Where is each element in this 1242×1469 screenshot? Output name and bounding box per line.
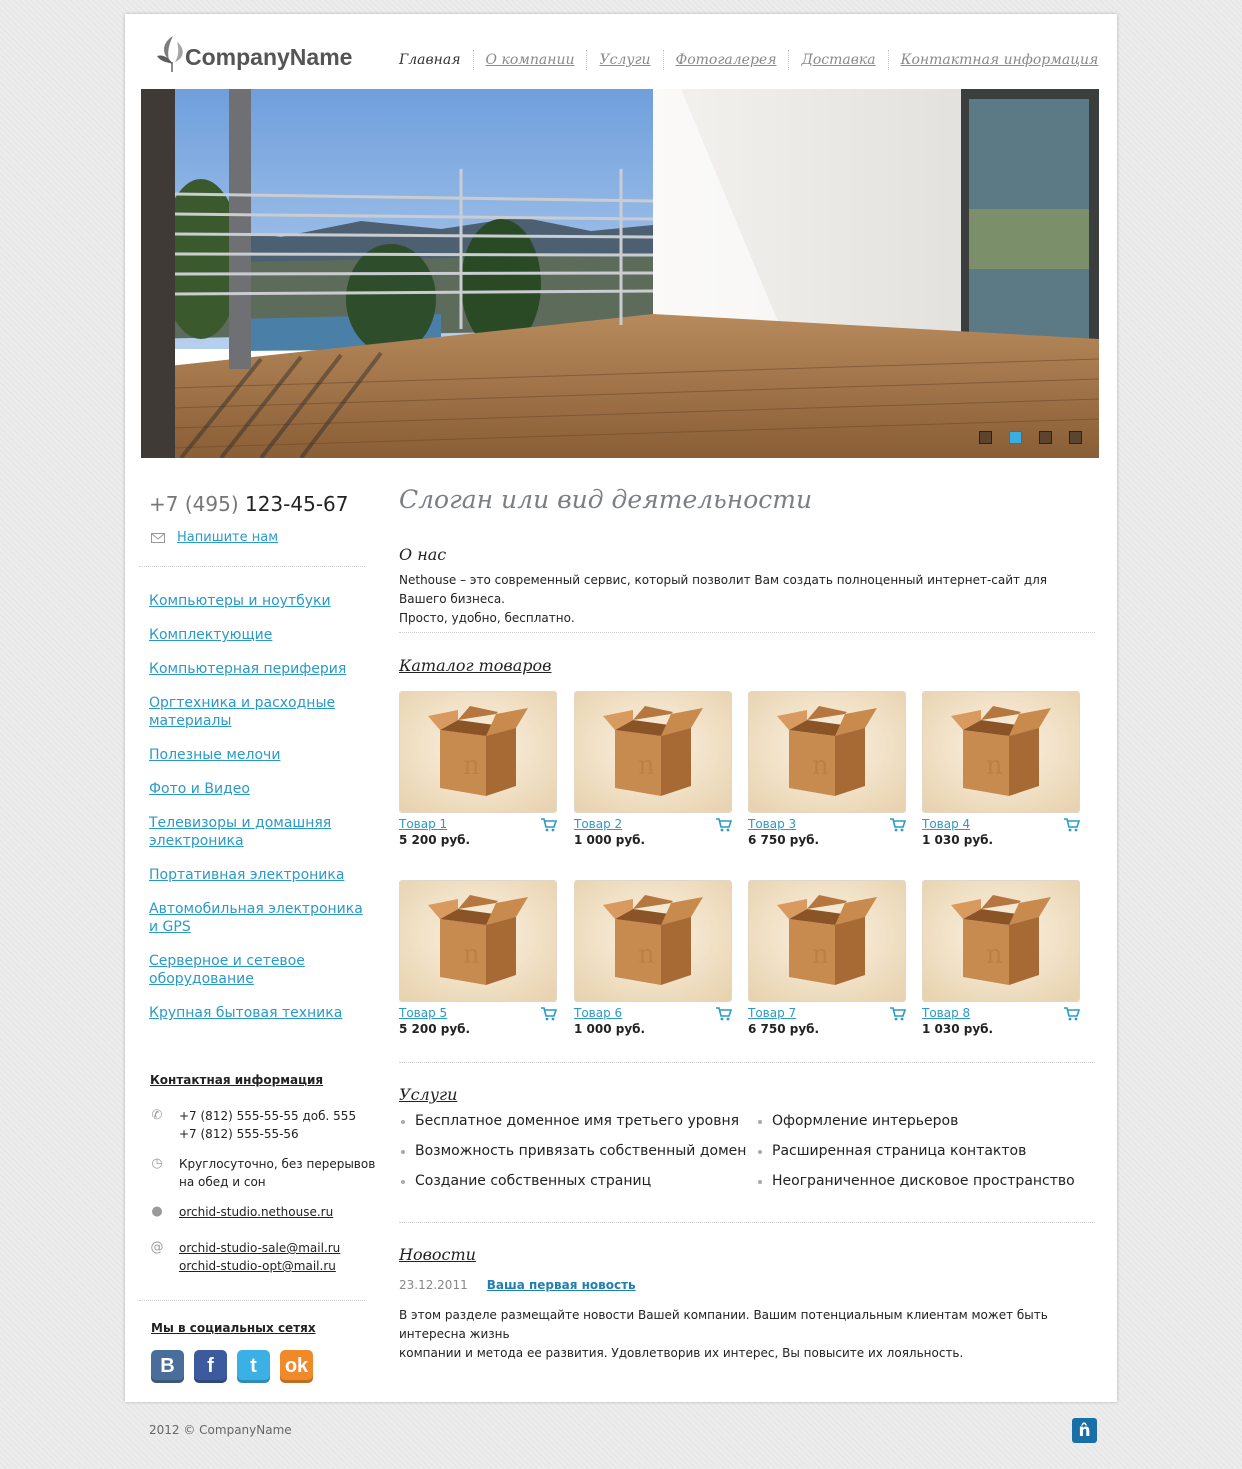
hero-image (141, 89, 1099, 458)
cart-icon[interactable] (890, 1006, 906, 1020)
service-item: Расширенная страница контактов (756, 1142, 1086, 1161)
product-price: 6 750 руб. (748, 1022, 820, 1036)
leaf-logo-icon (155, 32, 189, 72)
section-divider (399, 1222, 1095, 1223)
cart-icon[interactable] (541, 1006, 557, 1020)
nav-services[interactable]: Услуги (587, 50, 663, 70)
phone-prefix: +7 (495) (149, 492, 239, 516)
category-photo-video[interactable]: Фото и Видео (149, 781, 250, 797)
category-portable[interactable]: Портативная электроника (149, 867, 345, 883)
top-navigation (387, 50, 1110, 70)
news-title[interactable]: Новости (399, 1245, 476, 1264)
product-price: 5 200 руб. (399, 1022, 471, 1036)
about-text (399, 571, 1079, 628)
product-image[interactable] (574, 880, 732, 1002)
svg-text:n: n (638, 940, 655, 970)
contact-hours (149, 1155, 375, 1191)
product-price: 6 750 руб. (748, 833, 820, 847)
svg-text:n: n (812, 940, 829, 970)
site-link[interactable]: orchid-studio.nethouse.ru (179, 1205, 334, 1219)
envelope-icon (151, 528, 165, 547)
product-title-row (748, 1005, 906, 1021)
section-divider (399, 632, 1095, 633)
logo[interactable] (155, 28, 352, 72)
product-title-row (574, 1005, 732, 1021)
nav-delivery[interactable]: Доставка (789, 50, 888, 70)
slide-dot-2[interactable] (1009, 431, 1022, 444)
hours-line-2: на обед и сон (179, 1175, 266, 1189)
nethouse-logo-icon[interactable]: n̂ (1072, 1418, 1097, 1443)
services-title[interactable]: Услуги (399, 1085, 458, 1104)
product-name-link[interactable]: Товар 6 (574, 1006, 623, 1020)
services-list (399, 1112, 1099, 1191)
product-price: 1 000 руб. (574, 1022, 646, 1036)
product-price: 5 200 руб. (399, 833, 471, 847)
product-image[interactable] (922, 880, 1080, 1002)
product-title-row (399, 1005, 557, 1021)
globe-icon: ● (151, 1204, 163, 1219)
sidebar-divider-2 (139, 1300, 365, 1301)
about-title: О нас (399, 545, 447, 564)
contact-info-title: Контактная информация (150, 1073, 324, 1087)
slide-dot-4[interactable] (1069, 431, 1082, 444)
odnoklassniki-icon[interactable]: ok (280, 1350, 313, 1383)
product-name-link[interactable]: Товар 5 (399, 1006, 448, 1020)
product-name-link[interactable]: Товар 1 (399, 817, 448, 831)
about-text-line-1: Nethouse – это современный сервис, который позволит Вам создать полноценный интернет-сайт для Вашего бизнеса. (399, 573, 1048, 606)
news-item-header (399, 1278, 636, 1292)
facebook-icon[interactable]: f (194, 1350, 227, 1383)
cart-icon[interactable] (890, 817, 906, 831)
slogan: Слоган или вид деятельности (399, 485, 813, 514)
phone-number: 123-45-67 (244, 492, 349, 516)
product-title-row (399, 816, 557, 832)
news-text-line-2: компании и метода ее развития. Удовлетворив их интерес, Вы повысите их лояльность. (399, 1346, 964, 1360)
contact-site (149, 1203, 333, 1221)
main-phone (149, 492, 349, 516)
slide-dot-3[interactable] (1039, 431, 1052, 444)
contact-emails (149, 1239, 340, 1275)
product-name-link[interactable]: Товар 8 (922, 1006, 971, 1020)
product-title-row (748, 816, 906, 832)
cart-icon[interactable] (541, 817, 557, 831)
product-title-row (574, 816, 732, 832)
category-peripherals[interactable]: Компьютерная периферия (149, 661, 347, 677)
product-card (399, 691, 557, 847)
service-item: Неограниченное дисковое пространство (756, 1172, 1086, 1191)
at-icon: @ (150, 1240, 164, 1255)
page-container (125, 14, 1117, 1402)
clock-icon: ◷ (151, 1156, 163, 1171)
hero-slideshow (141, 89, 1099, 458)
service-item: Бесплатное доменное имя третьего уровня (399, 1112, 756, 1131)
svg-text:n: n (986, 940, 1003, 970)
category-server-network[interactable]: Серверное и сетевое оборудование (149, 953, 305, 987)
news-text (399, 1306, 1089, 1363)
product-title-row (922, 1005, 1080, 1021)
slide-dot-1[interactable] (979, 431, 992, 444)
slide-indicators (979, 431, 1082, 444)
category-tv-home[interactable]: Телевизоры и домашняя электроника (149, 815, 332, 849)
email-sale-link[interactable]: orchid-studio-sale@mail.ru (179, 1241, 341, 1255)
product-card (922, 691, 1080, 847)
hours-line-1: Круглосуточно, без перерывов (179, 1157, 376, 1171)
category-useful-things[interactable]: Полезные мелочи (149, 747, 281, 763)
service-item: Возможность привязать собственный домен (399, 1142, 756, 1161)
nav-about[interactable]: О компании (474, 50, 588, 70)
contact-phone-2: +7 (812) 555-55-56 (179, 1127, 299, 1141)
cart-icon[interactable] (716, 817, 732, 831)
category-office-equipment[interactable]: Оргтехника и расходные материалы (149, 695, 336, 729)
category-computers[interactable]: Компьютеры и ноутбуки (149, 593, 331, 609)
phone-icon: ✆ (151, 1108, 163, 1123)
logo-text: CompanyName (185, 44, 353, 70)
svg-text:n: n (986, 751, 1003, 781)
about-text-line-2: Просто, удобно, бесплатно. (399, 611, 575, 625)
product-price: 1 030 руб. (922, 833, 994, 847)
contact-phones (149, 1107, 356, 1143)
cart-icon[interactable] (716, 1006, 732, 1020)
copyright: 2012 © CompanyName (149, 1423, 292, 1437)
product-price: 1 000 руб. (574, 833, 646, 847)
product-card (399, 880, 557, 1036)
sidebar-divider (139, 566, 365, 567)
twitter-icon[interactable]: t (237, 1350, 270, 1383)
product-card (574, 691, 732, 847)
social-title: Мы в социальных сетях (151, 1321, 316, 1335)
product-image[interactable] (748, 880, 906, 1002)
product-name-link[interactable]: Товар 3 (748, 817, 797, 831)
news-link[interactable]: Ваша первая новость (486, 1278, 636, 1292)
contact-phone-1: +7 (812) 555-55-55 доб. 555 (179, 1109, 357, 1123)
nav-home[interactable]: Главная (387, 50, 474, 70)
nav-contacts[interactable]: Контактная информация (900, 52, 1099, 68)
product-card (922, 880, 1080, 1036)
cart-icon[interactable] (1064, 817, 1080, 831)
cart-icon[interactable] (1064, 1006, 1080, 1020)
category-auto-gps[interactable]: Автомобильная электроника и GPS (149, 901, 363, 935)
service-item: Создание собственных страниц (399, 1172, 756, 1191)
product-price: 1 030 руб. (922, 1022, 994, 1036)
service-item: Оформление интерьеров (756, 1112, 1086, 1131)
news-text-line-1: В этом разделе размещайте новости Вашей компании. Вашим потенциальным клиентам может быть интересна жизнь (399, 1308, 1048, 1341)
product-image[interactable] (922, 691, 1080, 813)
svg-text:n: n (463, 940, 480, 970)
svg-text:n: n (638, 751, 655, 781)
nav-gallery[interactable]: Фотогалерея (664, 50, 790, 70)
product-image[interactable] (748, 691, 906, 813)
product-image[interactable] (574, 691, 732, 813)
product-title-row (922, 816, 1080, 832)
category-components[interactable]: Комплектующие (149, 627, 273, 643)
product-name-link[interactable]: Товар 4 (922, 817, 971, 831)
social-links (151, 1350, 313, 1383)
catalog-title[interactable]: Каталог товаров (399, 656, 552, 675)
email-opt-link[interactable]: orchid-studio-opt@mail.ru (179, 1259, 336, 1273)
product-card (748, 880, 906, 1036)
product-card (574, 880, 732, 1036)
product-name-link[interactable]: Товар 7 (748, 1006, 797, 1020)
product-image[interactable] (399, 691, 557, 813)
news-date: 23.12.2011 (399, 1278, 468, 1292)
write-us (151, 528, 278, 547)
category-list (149, 592, 369, 1038)
write-us-link[interactable]: Напишите нам (177, 530, 279, 545)
category-large-appliances[interactable]: Крупная бытовая техника (149, 1005, 343, 1021)
svg-text:n: n (463, 751, 480, 781)
section-divider (399, 1062, 1095, 1063)
product-image[interactable] (399, 880, 557, 1002)
product-card (748, 691, 906, 847)
svg-text:n: n (812, 751, 829, 781)
vk-icon[interactable]: B (151, 1350, 184, 1383)
product-name-link[interactable]: Товар 2 (574, 817, 623, 831)
